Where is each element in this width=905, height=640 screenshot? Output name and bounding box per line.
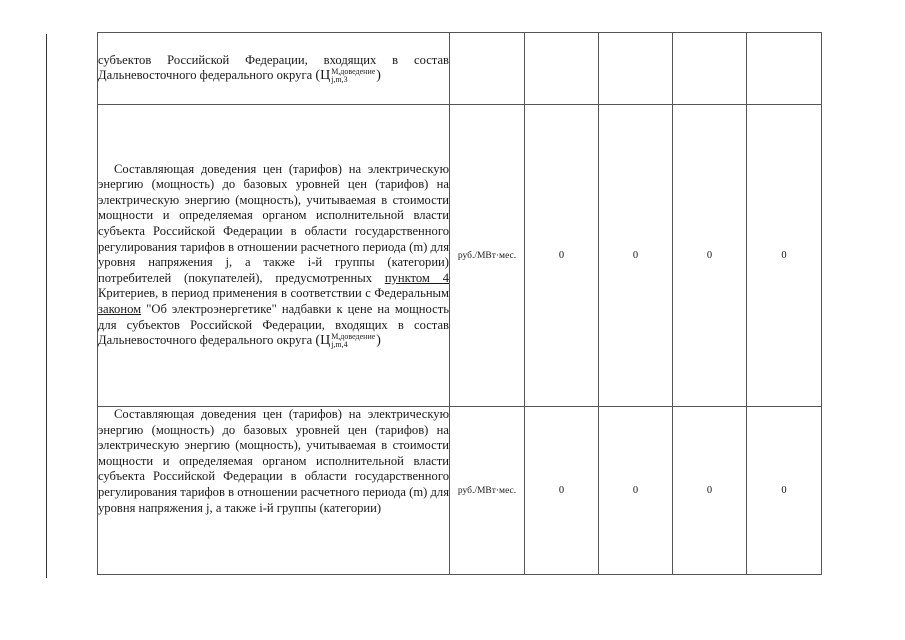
tariff-table (97, 32, 822, 575)
criteria-link[interactable]: пунктом 4 (384, 270, 449, 285)
table-row (98, 407, 822, 575)
value-cell (673, 33, 747, 105)
description-text: Составляющая доведения цен (тарифов) на электрическую энергию (мощность) до базовых уровней цен (тарифов) на электрическую энергию (мощность), учитываемая в стоимости мощности и определяемая органом исполнительной власти субъекта Российской Федерации в области государственного регулирования тарифов в отношении расчетного периода (m) для уровня напряжения j, а также i-й группы (категории) потребителей (покупателей), предусмотренных (98, 161, 449, 285)
formula-superscript: М,доведение (331, 67, 376, 77)
row-description (98, 33, 450, 105)
formula-subscript: j,m,4 (331, 340, 348, 350)
value-cell: 0 (525, 407, 599, 575)
row-description (98, 407, 450, 575)
value-cell (747, 33, 822, 105)
value-cell: 0 (599, 407, 673, 575)
description-text: Составляющая доведения цен (тарифов) на электрическую энергию (мощность) до базовых уровней цен (тарифов) на электрическую энергию (мощность), учитываемая в стоимости мощности и определяемая органом исполнительной власти субъекта Российской Федерации в области государственного регулирования тарифов в отношении расчетного периода (m) для уровня напряжения j, а также i-й группы (категории) (98, 407, 449, 515)
row-description (98, 105, 450, 407)
table-row (98, 105, 822, 407)
page-margin-line (46, 34, 47, 578)
formula-subscript: j,m,3 (331, 75, 348, 85)
description-text: Критериев, в период применения в соответствии с Федеральным (98, 286, 449, 301)
formula-label: (Ц М,доведение j,m,3 ) (315, 67, 381, 85)
value-cell (525, 33, 599, 105)
value-cell: 0 (747, 105, 822, 407)
unit-cell: руб./МВт·мес. (450, 105, 525, 407)
value-cell: 0 (673, 407, 747, 575)
table-row (98, 33, 822, 105)
formula-symbol: Ц (320, 68, 331, 84)
description-text: субъектов Российской Федерации, входящих в состав Дальневосточного федерального округа (98, 52, 449, 83)
value-cell: 0 (525, 105, 599, 407)
law-link[interactable]: законом (98, 302, 142, 317)
value-cell: 0 (747, 407, 822, 575)
formula-symbol: Ц (320, 333, 331, 349)
value-cell: 0 (673, 105, 747, 407)
unit-cell (450, 33, 525, 105)
value-cell: 0 (599, 105, 673, 407)
description-text: "Об электроэнергетике" надбавки к цене на мощность для субъектов Российской Федерации, входящих в состав Дальневосточного федерального округа (98, 302, 449, 348)
unit-cell: руб./МВт·мес. (450, 407, 525, 575)
formula-label: (Ц М,доведение j,m,4 ) (315, 332, 381, 350)
value-cell (599, 33, 673, 105)
formula-superscript: М,доведение (331, 332, 376, 342)
